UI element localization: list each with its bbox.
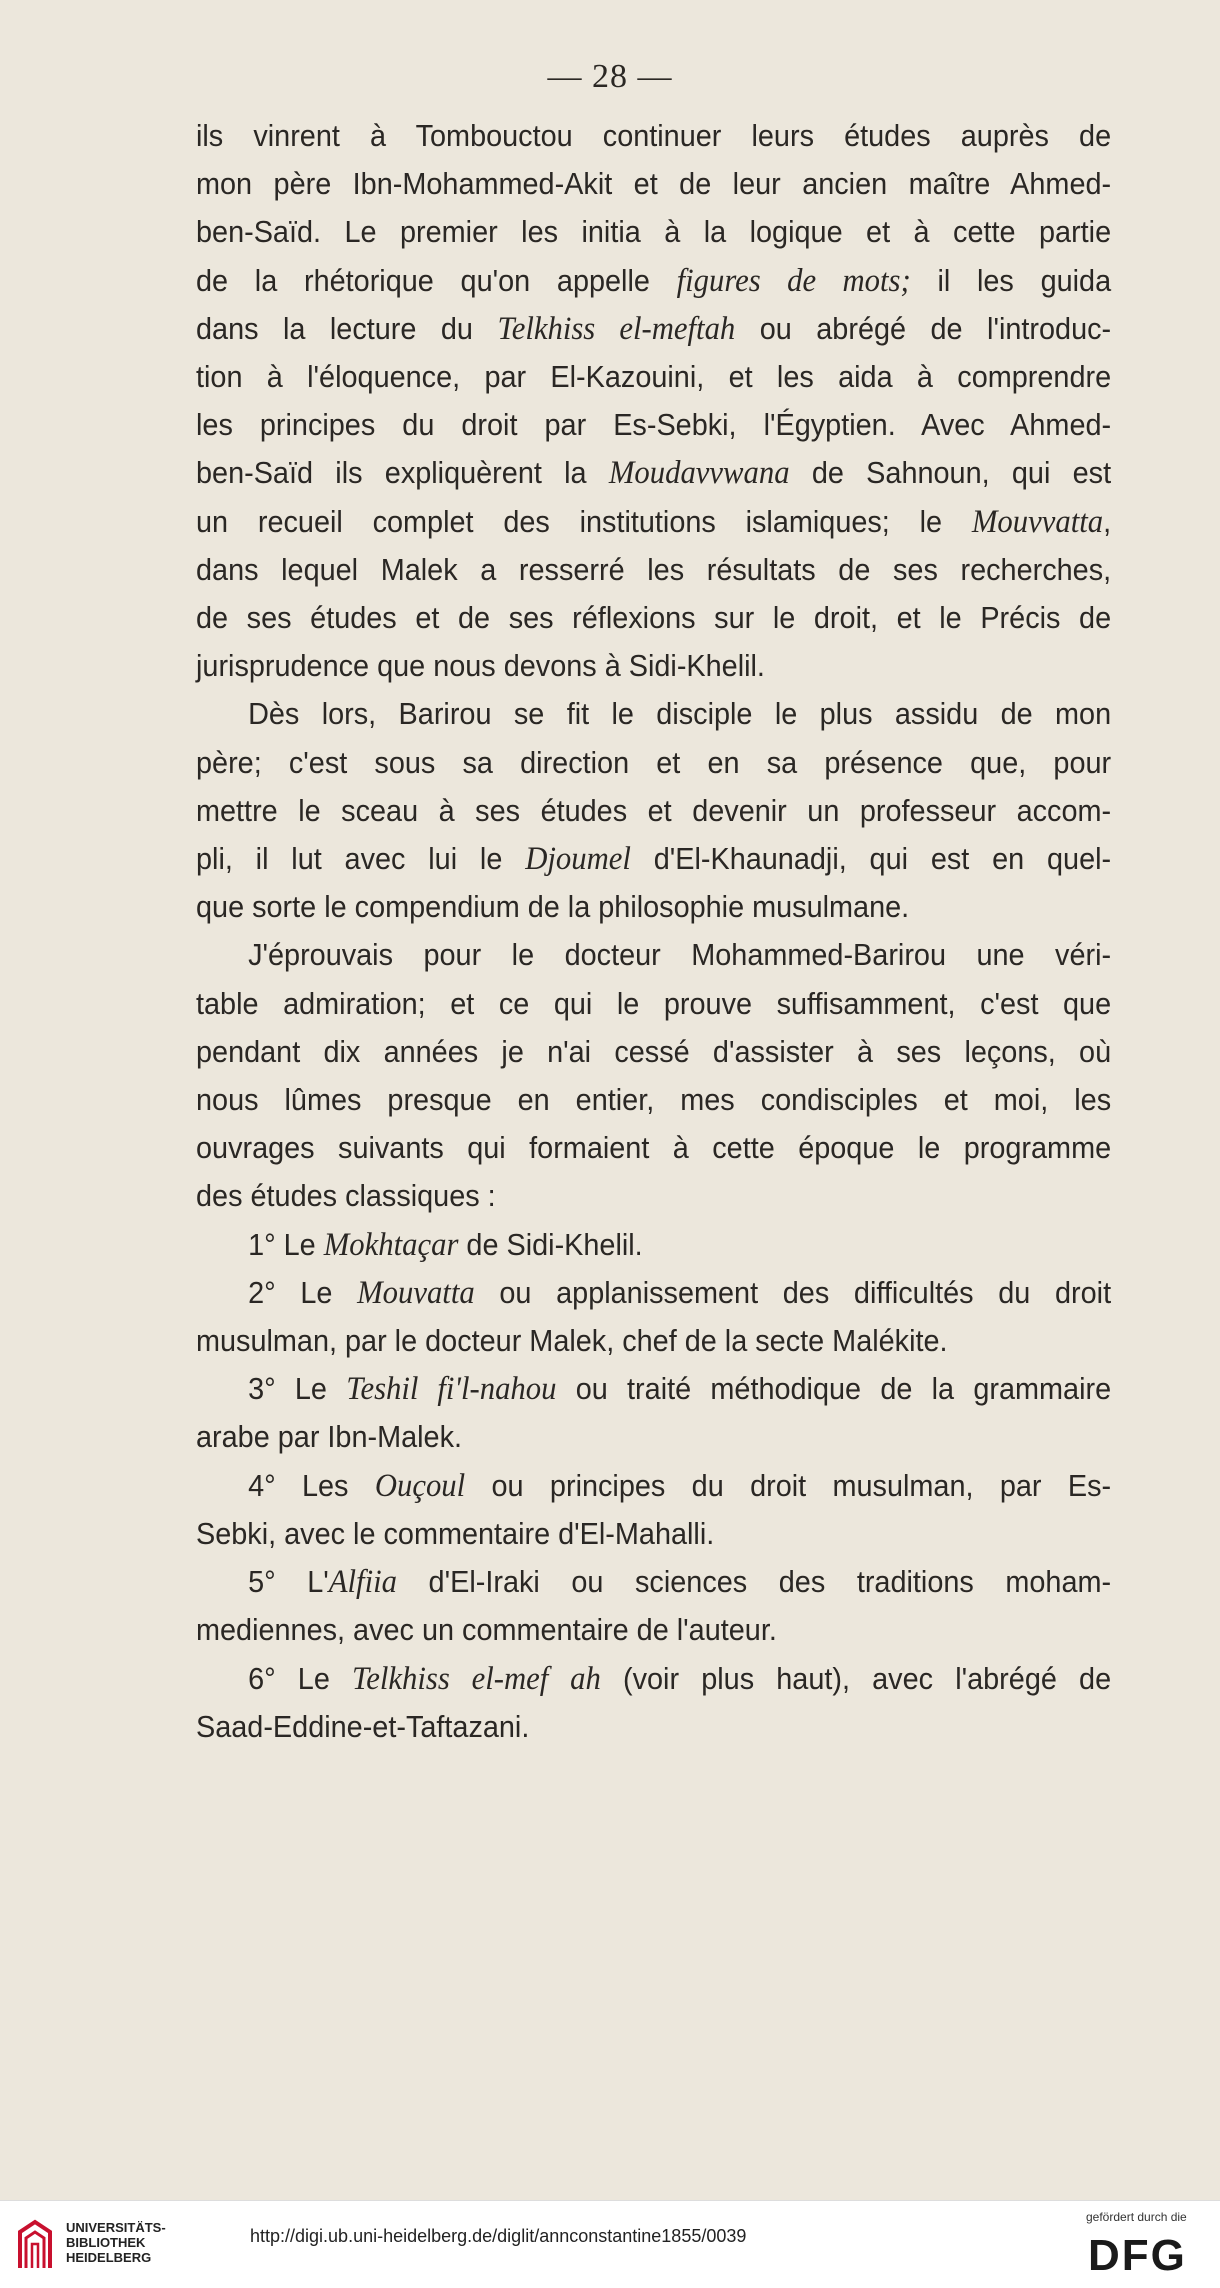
text-line	[196, 1703, 1111, 1751]
text-run: arabe par Ibn-Malek.	[196, 1419, 463, 1455]
italic-title: Alfiia	[328, 1564, 397, 1601]
text-line	[196, 160, 1111, 208]
text-line	[196, 353, 1111, 401]
text-line	[196, 1510, 1111, 1558]
text-run: un recueil complet des institutions islamiques; le	[196, 503, 972, 539]
text-run: jurisprudence que nous devons à Sidi-Khelil.	[196, 648, 765, 684]
text-run: mon père Ibn-Mohammed-Akit et de leur ancien maître Ahmed-	[196, 166, 1112, 202]
text-run: ben-Saïd ils expliquèrent la	[196, 455, 609, 491]
text-run: de la rhétorique qu'on appelle	[196, 262, 677, 298]
italic-title: figures de mots;	[676, 262, 911, 299]
text-line	[196, 883, 1111, 931]
text-run: 5° L'	[248, 1564, 329, 1600]
text-run: ou abrégé de l'introduc-	[735, 310, 1112, 346]
text-run: 3° Le	[248, 1371, 347, 1407]
text-run: de Sidi-Khelil.	[458, 1226, 643, 1262]
text-run: que sorte le compendium de la philosophie musulmane.	[196, 889, 910, 925]
text-line	[196, 980, 1111, 1028]
text-run: pli, il lut avec lui le	[196, 841, 526, 877]
text-line	[196, 546, 1111, 594]
text-line	[196, 449, 1111, 497]
text-run: de Sahnoun, qui est	[789, 455, 1112, 491]
text-line	[196, 208, 1111, 256]
text-line	[196, 739, 1111, 787]
italic-title: Telkhiss el-mef ah	[352, 1660, 601, 1697]
italic-title: Mokhtaçar	[323, 1226, 459, 1263]
text-line	[196, 112, 1111, 160]
funder-caption: gefördert durch die	[1086, 2210, 1187, 2224]
italic-title: Teshil fi'l-nahou	[346, 1371, 557, 1408]
text-run: ils vinrent à Tombouctou continuer leurs études auprès de	[196, 118, 1112, 153]
document-url-link[interactable]: http://digi.ub.uni-heidelberg.de/diglit/annconstantine1855/0039	[250, 2226, 747, 2246]
text-run: 4° Les	[248, 1467, 375, 1503]
text-line	[196, 1606, 1111, 1654]
text-run: pendant dix années je n'ai cessé d'assister à ses leçons, où	[196, 1033, 1112, 1069]
text-run: père; c'est sous sa direction et en sa présence que, pour	[196, 744, 1112, 780]
text-run: des études classiques :	[196, 1178, 496, 1214]
text-line	[196, 1028, 1111, 1076]
text-line	[196, 835, 1111, 883]
text-run: Dès lors, Barirou se fit le disciple le plus assidu de mon	[248, 696, 1112, 732]
university-library-logo-icon	[14, 2218, 56, 2272]
text-run: mediennes, avec un commentaire de l'auteur.	[196, 1612, 777, 1648]
text-run: (voir plus haut), avec l'abrégé de	[600, 1660, 1112, 1696]
text-run: 6° Le	[248, 1660, 353, 1696]
italic-title: Telkhiss el-meftah	[497, 310, 736, 347]
text-run: ouvrages suivants qui formaient à cette époque le programme	[196, 1130, 1112, 1166]
text-run: ,	[1103, 503, 1112, 539]
text-run: d'El-Iraki ou sciences des traditions moham-	[396, 1564, 1112, 1600]
text-line	[196, 1172, 1111, 1220]
text-run: ou traité méthodique de la grammaire	[556, 1371, 1112, 1407]
text-run: les principes du droit par Es-Sebki, l'Égyptien. Avec Ahmed-	[196, 407, 1112, 443]
text-run: 1° Le	[248, 1226, 324, 1262]
text-run: nous lûmes presque en entier, mes condisciples et moi, les	[196, 1082, 1112, 1118]
university-library-name	[66, 2220, 166, 2265]
text-run: Saad-Eddine-et-Taftazani.	[196, 1708, 530, 1744]
text-run: mettre le sceau à ses études et devenir un professeur accom-	[196, 792, 1112, 828]
text-run: ou principes du droit musulman, par Es-	[465, 1467, 1112, 1503]
italic-title: Djoumel	[525, 841, 631, 878]
text-run: ben-Saïd. Le premier les initia à la logique et à cette partie	[196, 214, 1112, 250]
italic-title: Mouvatta	[357, 1274, 475, 1311]
text-run: 2° Le	[248, 1274, 358, 1310]
dfg-logo: DFG	[1088, 2231, 1187, 2280]
institution-line: HEIDELBERG	[66, 2250, 152, 2265]
institution-line: BIBLIOTHEK	[66, 2235, 146, 2250]
text-run: J'éprouvais pour le docteur Mohammed-Barirou une véri-	[248, 937, 1112, 973]
text-line	[196, 1413, 1111, 1461]
page-number: — 28 —	[547, 58, 673, 95]
text-line	[196, 1365, 1111, 1413]
text-line	[196, 594, 1111, 642]
text-line	[196, 1269, 1111, 1317]
text-run: musulman, par le docteur Malek, chef de la secte Malékite.	[196, 1323, 948, 1359]
text-line	[196, 690, 1111, 738]
text-line	[196, 1124, 1111, 1172]
text-run: ou applanissement des difficultés du droit	[474, 1274, 1112, 1310]
text-line	[196, 1221, 1111, 1269]
italic-title: Ouçoul	[374, 1467, 466, 1504]
text-run: dans lequel Malek a resserré les résultats de ses recherches,	[196, 551, 1112, 587]
text-line	[196, 498, 1111, 546]
text-line	[196, 1462, 1111, 1510]
text-line	[196, 1076, 1111, 1124]
text-line	[196, 787, 1111, 835]
text-line	[196, 1317, 1111, 1365]
italic-title: Mouvvatta	[971, 503, 1104, 540]
italic-title: Moudavvwana	[608, 455, 790, 492]
text-line	[196, 931, 1111, 979]
text-line	[196, 257, 1111, 305]
text-run: de ses études et de ses réflexions sur le droit, et le Précis de	[196, 600, 1112, 636]
text-line	[196, 642, 1111, 690]
text-line	[196, 1655, 1111, 1703]
body-text	[196, 112, 1111, 1751]
text-line	[196, 1558, 1111, 1606]
text-run: dans la lecture du	[196, 310, 498, 346]
text-run: il les guida	[910, 262, 1112, 298]
text-line	[196, 401, 1111, 449]
text-run: Sebki, avec le commentaire d'El-Mahalli.	[196, 1515, 715, 1551]
text-line	[196, 305, 1111, 353]
text-run: table admiration; et ce qui le prouve suffisamment, c'est que	[196, 985, 1112, 1021]
institution-line: UNIVERSITÄTS-	[66, 2220, 166, 2235]
text-run: d'El-Khaunadji, qui est en quel-	[630, 841, 1112, 877]
text-run: tion à l'éloquence, par El-Kazouini, et les aida à comprendre	[196, 359, 1112, 395]
